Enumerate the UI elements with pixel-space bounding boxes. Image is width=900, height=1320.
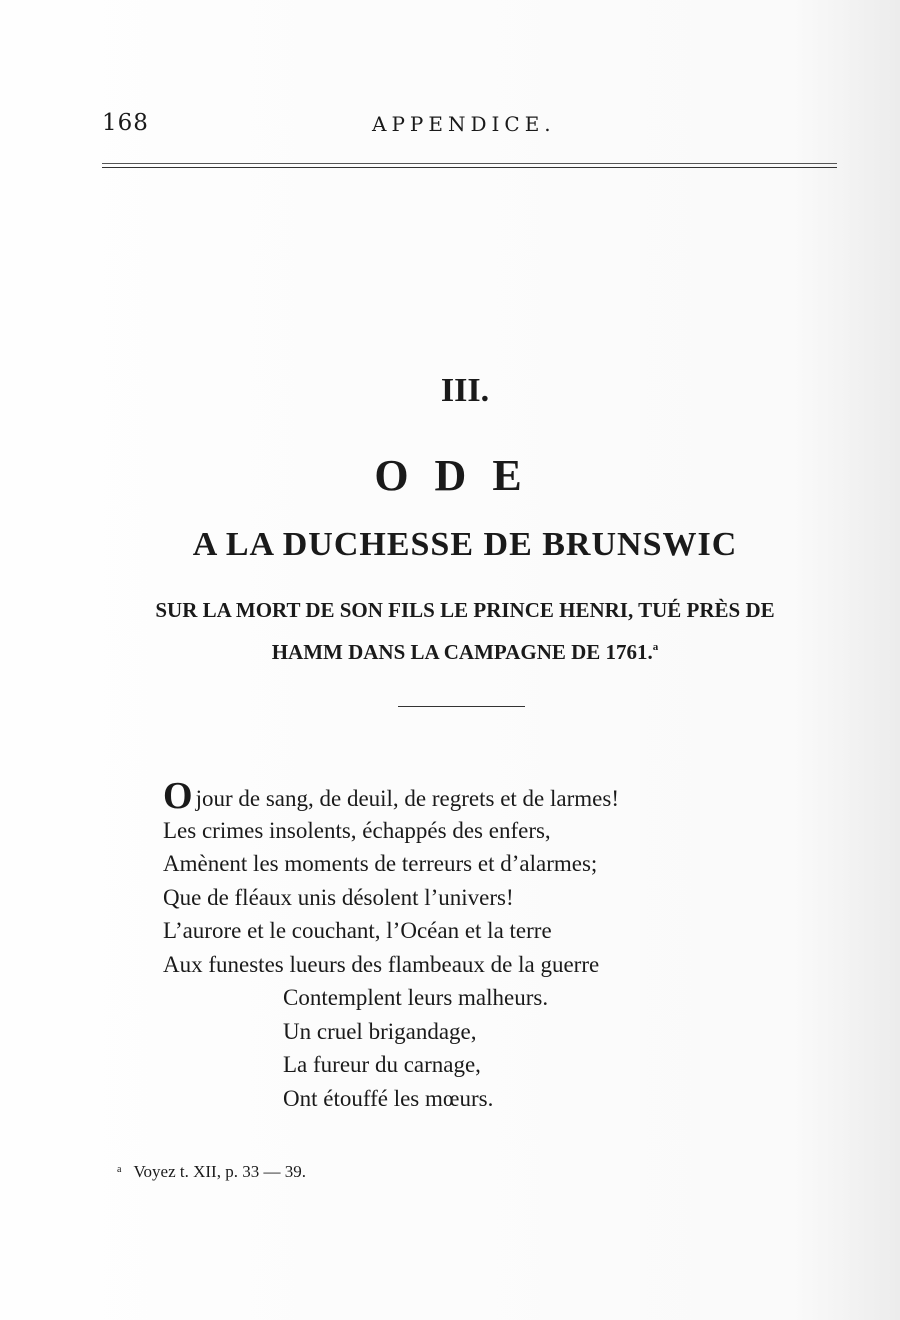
- ode-title: ODE: [374, 451, 548, 500]
- verse-line-indented: La fureur du carnage,: [283, 1052, 481, 1077]
- verse-line: Aux funestes lueurs des flambeaux de la guerre: [163, 951, 600, 977]
- footnote-reference: a: [652, 641, 659, 653]
- footnote: [117, 1162, 306, 1182]
- verse-line: [163, 775, 783, 817]
- subtitle-line-2: [70, 629, 860, 671]
- verse-line: L’aurore et le couchant, l’Océan et la terre: [163, 918, 552, 943]
- verse-line-indented: Contemplent leurs malheurs.: [283, 985, 549, 1010]
- footnote-mark: a: [117, 1164, 122, 1175]
- verse-line-indented: Ont étouffé les mœurs.: [283, 1085, 494, 1111]
- page-number: 168: [102, 110, 149, 136]
- verse-line: Amènent les moments de terreurs et d’alarmes;: [163, 851, 598, 876]
- dedication-title: A LA DUCHESSE DE BRUNSWIC: [192, 526, 738, 563]
- verse-line: Que de fléaux unis désolent l’univers!: [163, 884, 514, 910]
- running-title: APPENDICE.: [372, 112, 556, 136]
- running-head: [102, 110, 837, 140]
- subtitle: [70, 592, 860, 671]
- section-divider-rule: [398, 706, 525, 707]
- subtitle-line-1: SUR LA MORT DE SON FILS LE PRINCE HENRI, TUÉ PRÈS DE: [155, 598, 775, 622]
- subtitle-line-2-text: HAMM DANS LA CAMPAGNE DE 1761.: [271, 640, 653, 664]
- footnote-text: Voyez t. XII, p. 33 — 39.: [133, 1162, 306, 1181]
- section-number: III.: [440, 372, 490, 409]
- verse-line-text: jour de sang, de deuil, de regrets et de larmes!: [195, 786, 619, 811]
- verse-line: Les crimes insolents, échappés des enfers,: [163, 817, 551, 843]
- verse-line-indented: Un cruel brigandage,: [283, 1018, 477, 1044]
- poem-stanza: [163, 775, 783, 1115]
- header-double-rule: [102, 163, 837, 169]
- drop-cap: O: [163, 775, 193, 817]
